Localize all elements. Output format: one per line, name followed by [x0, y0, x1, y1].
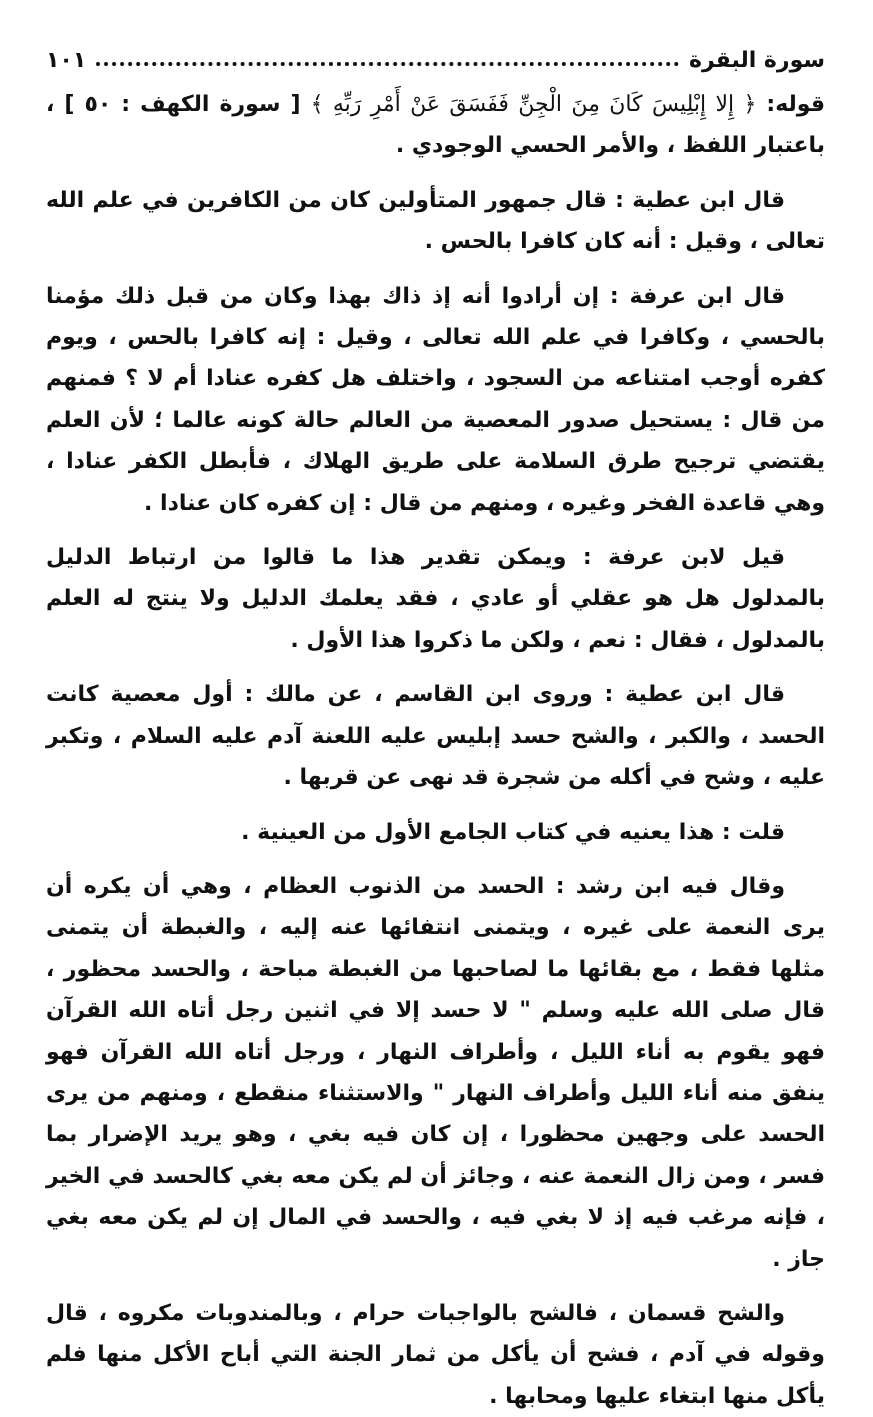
paragraph-ibn-atiyya-2: قال ابن عطية : وروى ابن القاسم ، عن مالك : أول معصية كانت الحسد ، والكبر ، والشح حسد إبليس عليه اللعنة آدم عليه السلام ، وتكبر عليه ، وشح في أكله من شجرة قد نهى عن قربها . — [46, 682, 825, 791]
paragraph-ibn-arafa-1: قال ابن عرفة : إن أرادوا أنه إذ ذاك بهذا وكان من قبل ذلك مؤمنا بالحسي ، وكافرا في علم الله تعالى ، وقيل : إنه كافرا بالحس ، ويوم كفره أوجب امتناعه من السجود ، واختلف هل كفره عنادا أم لا ؟ فمنهم من قال : يستحيل صدور المعصية من العالم حالة كونه عالما ؛ لأن العلم يقتضي ترجيح طرق السلامة على طريق الهلاك ، فأبطل الكفر عنادا ، وهي قاعدة الفخر وغيره ، ومنهم من قال : إن كفره كان عنادا . — [46, 283, 825, 516]
citation-rest: [ سورة الكهف : ٥٠ ] ، باعتبار اللفظ ، والأمر الحسي الوجودي . — [46, 92, 825, 159]
citation-lead: قوله: — [756, 92, 825, 117]
page-number: ١٠١ — [46, 47, 87, 73]
paragraph-quran-citation — [46, 84, 825, 167]
header-dotted-leader — [96, 62, 679, 66]
running-header — [46, 40, 825, 80]
paragraph-ibn-arafa-2: قيل لابن عرفة : ويمكن تقدير هذا ما قالوا من ارتباط الدليل بالمدلول هل هو عقلي أو عادي ، فقد يعلمك الدليل ولا ينتج له العلم بالمدلول ، فقال : نعم ، ولكن ما ذكروا هذا الأول . — [46, 545, 825, 653]
quran-verse: ﴿ إِلا إِبْلِيسَ كَانَ مِنَ الْجِنِّ فَفَسَقَ عَنْ أَمْرِ رَبِّهِ ﴾ — [310, 92, 757, 117]
paragraph-qultu: قلت : هذا يعنيه في كتاب الجامع الأول من العينية . — [241, 819, 785, 845]
surah-title: سورة البقرة — [688, 47, 825, 73]
paragraph-ibn-atiyya-1: قال ابن عطية : قال جمهور المتأولين كان من الكافرين في علم الله تعالى ، وقيل : أنه كان كافرا بالحس . — [46, 187, 825, 255]
paragraph-shuhh: والشح قسمان ، فالشح بالواجبات حرام ، وبالمندوبات مكروه ، قال وقوله في آدم ، فشح أن يأكل من ثمار الجنة التي أباح الأكل منها فلم يأكل منها ابتغاء عليها ومحابها . — [46, 1300, 825, 1409]
paragraph-ibn-rushd: وقال فيه ابن رشد : الحسد من الذنوب العظام ، وهي أن يكره أن يرى النعمة على غيره ، ويتمنى انتفائها عنه إليه ، والغبطة أن يتمنى مثلها فقط ، مع بقائها ما لصاحبها من الغبطة مباحة ، والحسد محظور ، قال صلى الله عليه وسلم " لا حسد إلا في اثنين رجل أتاه الله القرآن فهو يقوم به أناء الليل ، وأطراف النهار ، ورجل أتاه الله القرآن فهو ينفق منه أناء الليل وأطراف النهار " والاستثناء منقطع ، ومنهم من يرى الحسد على وجهين محظورا ، إن كان فيه بغي ، وهو يريد الإضرار بما فسر ، ومن زال النعمة عنه ، وجائز أن لم يكن معه بغي كالحسد في الخير ، فإنه مرغب فيه إذ لا بغي فيه ، والحسد في المال إن لم يكن معه بغي جاز . — [46, 873, 825, 1272]
